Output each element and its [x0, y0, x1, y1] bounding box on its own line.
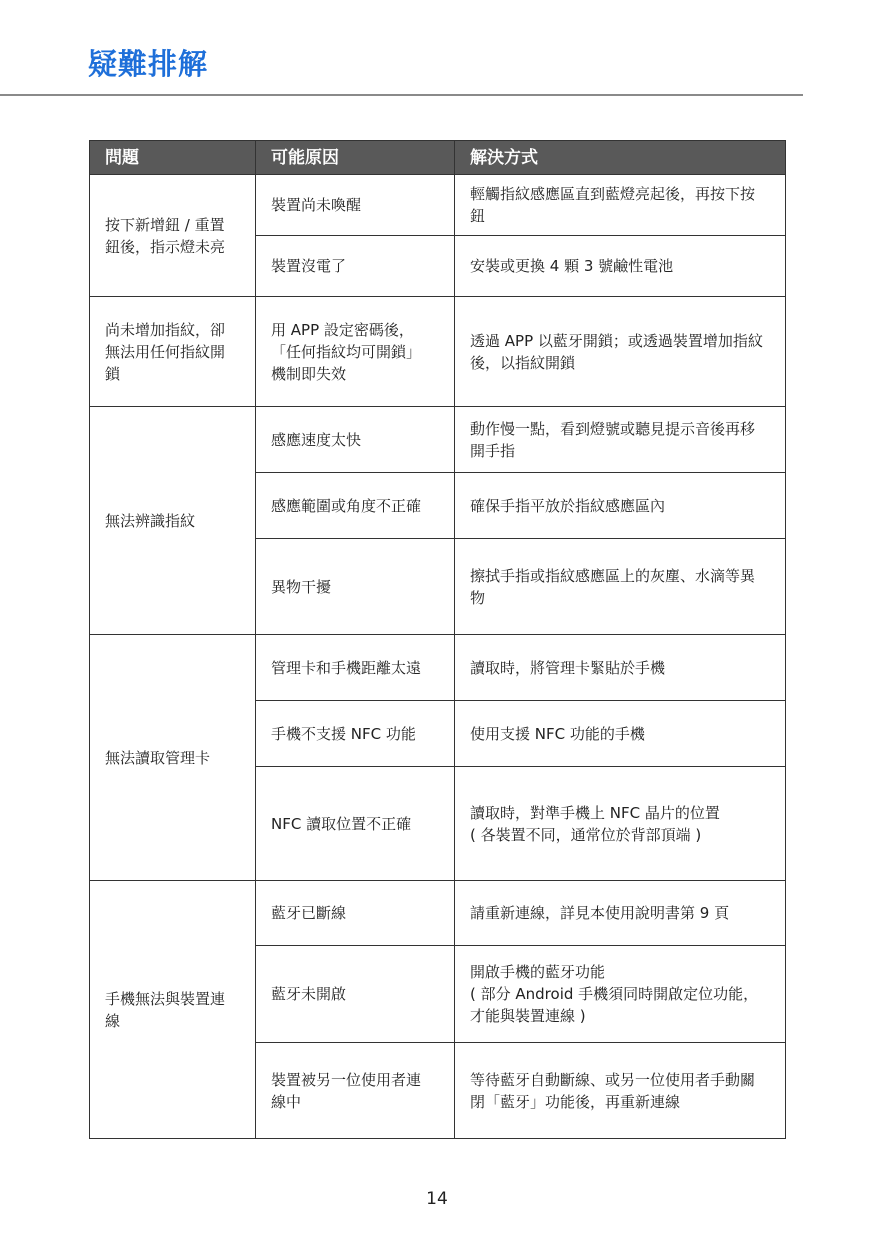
- solution-cell: 輕觸指紋感應區直到藍燈亮起後，再按下按鈕: [455, 175, 786, 236]
- header-problem: 問題: [90, 141, 256, 175]
- problem-cell: 手機無法與裝置連線: [90, 881, 256, 1139]
- solution-cell: [455, 946, 786, 1043]
- cause-cell: 藍牙已斷線: [256, 881, 455, 946]
- table-row: [90, 881, 786, 946]
- solution-text: 開啟手機的藍牙功能: [470, 963, 606, 981]
- solution-cell: [455, 767, 786, 881]
- table-header-row: [90, 141, 786, 175]
- solution-cell: 使用支援 NFC 功能的手機: [455, 701, 786, 767]
- solution-note: ( 部分 Android 手機須同時開啟定位功能，才能與裝置連線 ): [470, 985, 759, 1025]
- page-title: 疑難排解: [88, 47, 209, 81]
- solution-cell: 安裝或更換 4 顆 3 號鹼性電池: [455, 236, 786, 297]
- troubleshooting-table: [89, 140, 786, 1139]
- problem-cell: 無法辨識指紋: [90, 407, 256, 635]
- solution-cell: 等待藍牙自動斷線、或另一位使用者手動關閉「藍牙」功能後，再重新連線: [455, 1043, 786, 1139]
- cause-cell: 感應範圍或角度不正確: [256, 473, 455, 539]
- solution-cell: 確保手指平放於指紋感應區內: [455, 473, 786, 539]
- title-divider: [0, 94, 803, 96]
- problem-cell: 尚未增加指紋，卻無法用任何指紋開鎖: [90, 297, 256, 407]
- page-number: 14: [426, 1189, 448, 1209]
- solution-cell: 擦拭手指或指紋感應區上的灰塵、水滴等異物: [455, 539, 786, 635]
- solution-text: 讀取時，對準手機上 NFC 晶片的位置: [470, 803, 720, 822]
- cause-cell: 管理卡和手機距離太遠: [256, 635, 455, 701]
- solution-cell: 請重新連線，詳見本使用說明書第 9 頁: [455, 881, 786, 946]
- cause-cell: 感應速度太快: [256, 407, 455, 473]
- table-row: [90, 635, 786, 701]
- header-solution: 解決方式: [455, 141, 786, 175]
- header-cause: 可能原因: [256, 141, 455, 175]
- cause-cell: 藍牙未開啟: [256, 946, 455, 1043]
- cause-cell: 裝置尚未喚醒: [256, 175, 455, 236]
- cause-cell: 用 APP 設定密碼後，「任何指紋均可開鎖」機制即失效: [256, 297, 455, 407]
- solution-cell: 讀取時，將管理卡緊貼於手機: [455, 635, 786, 701]
- table-row: [90, 407, 786, 473]
- cause-cell: 裝置沒電了: [256, 236, 455, 297]
- solution-cell: 透過 APP 以藍牙開鎖；或透過裝置增加指紋後，以指紋開鎖: [455, 297, 786, 407]
- solution-note: ( 各裝置不同，通常位於背部頂端 ): [470, 825, 702, 844]
- table-row: [90, 297, 786, 407]
- cause-cell: 異物干擾: [256, 539, 455, 635]
- cause-cell: NFC 讀取位置不正確: [256, 767, 455, 881]
- problem-cell: 按下新增鈕 / 重置鈕後，指示燈未亮: [90, 175, 256, 297]
- cause-cell: 裝置被另一位使用者連線中: [256, 1043, 455, 1139]
- cause-cell: 手機不支援 NFC 功能: [256, 701, 455, 767]
- table-row: [90, 175, 786, 236]
- problem-cell: 無法讀取管理卡: [90, 635, 256, 881]
- solution-cell: 動作慢一點，看到燈號或聽見提示音後再移開手指: [455, 407, 786, 473]
